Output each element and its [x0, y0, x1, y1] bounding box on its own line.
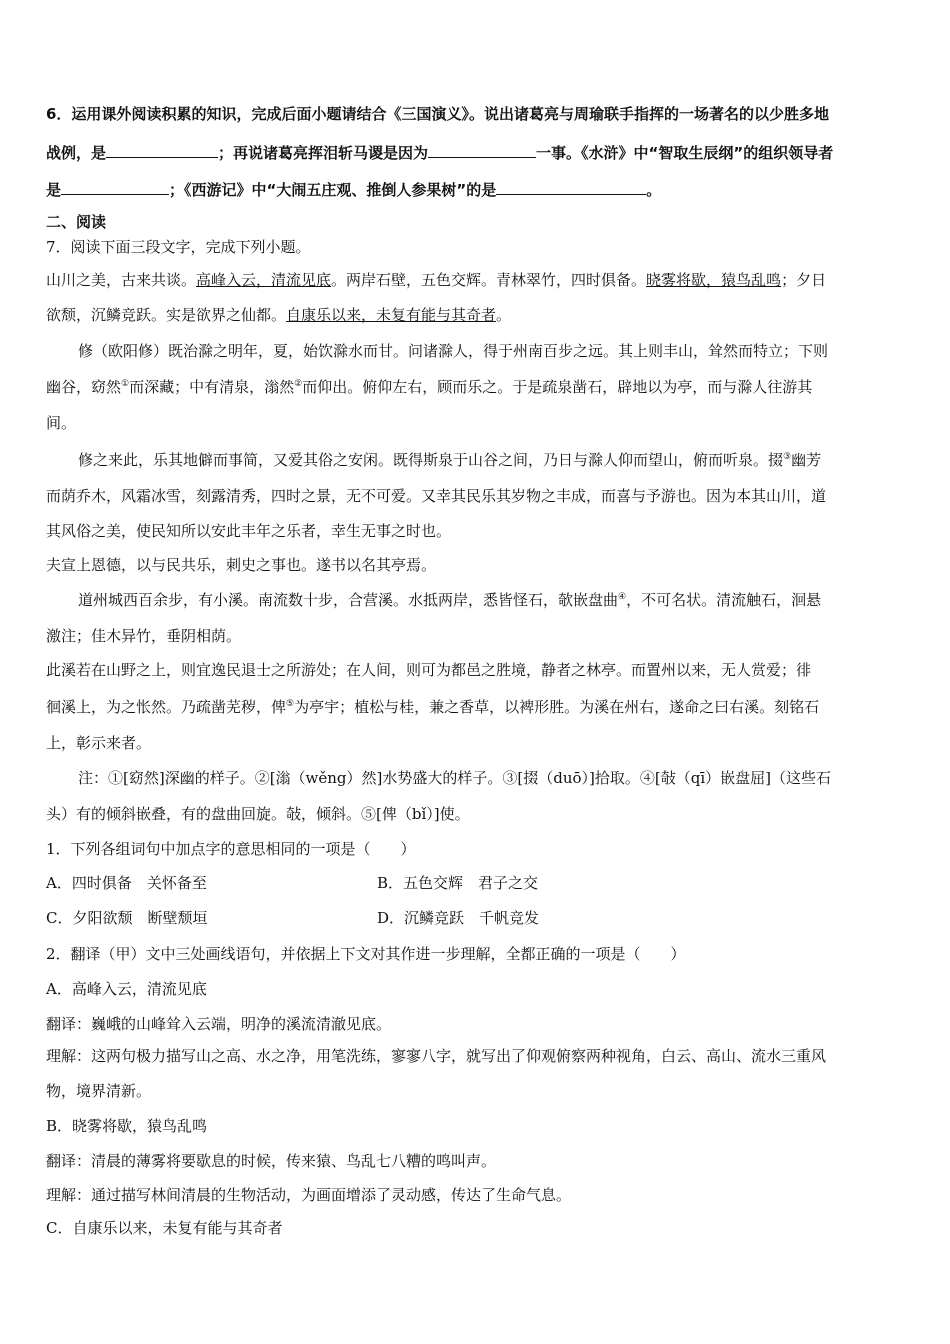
sub1-stem: 1．下列各组词句中加点字的意思相同的一项是（ ）	[46, 840, 416, 858]
sub1-option-d[interactable]: D．沉鳞竞跃 千帆竞发	[377, 909, 540, 927]
q6-blank-1[interactable]	[106, 141, 218, 158]
sub2-a-translation: 翻译：巍峨的山峰耸入云端，明净的溪流清澈见底。	[46, 1015, 392, 1033]
q6-blank-3[interactable]	[61, 178, 169, 195]
sub2-a-understanding-2: 物，境界清新。	[46, 1082, 152, 1100]
sub2-option-c[interactable]: C．自康乐以来，未复有能与其奇者	[46, 1219, 283, 1237]
sub1-option-b[interactable]: B．五色交辉 君子之交	[377, 874, 539, 892]
passage-bing-line-4: 徊溪上，为之怅然。乃疏凿芜秽，俾⑤为亭宇；植松与桂，兼之香草，以裨形胜。为溪在州右，遂命之曰右溪。刻铭石	[46, 698, 820, 716]
passage-bing-line-3: 此溪若在山野之上，则宜逸民退士之所游处；在人间，则可为都邑之胜境，静者之林亭。而置州以来，无人赏爱；徘	[46, 661, 812, 679]
passage-yi-p2-line-3: 其风俗之美，使民知所以安此丰年之乐者，幸生无事之时也。	[46, 522, 452, 540]
sub2-option-b[interactable]: B．晓雾将歇，猿鸟乱鸣	[46, 1117, 208, 1135]
passage-jia-line-1: 山川之美，古来共谈。高峰入云，清流见底。两岸石壁，五色交辉。青林翠竹，四时俱备。晓雾将歇，猿鸟乱鸣；夕日	[46, 271, 827, 289]
sub1-row-2	[46, 908, 908, 928]
q6-blank-2[interactable]	[428, 141, 536, 158]
passage-yi-p2-line-1: 修之来此，乐其地僻而事简，又爱其俗之安闲。既得斯泉于山谷之间，乃日与滁人仰而望山，俯而听泉。掇③幽芳	[78, 451, 822, 469]
sub1-row-1	[46, 873, 908, 893]
sub2-b-translation: 翻译：清晨的薄雾将要歇息的时候，传来猿、鸟乱七八糟的鸣叫声。	[46, 1152, 497, 1170]
q7-stem: 7．阅读下面三段文字，完成下列小题。	[46, 238, 311, 256]
notes-line-2: 头）有的倾斜嵌叠，有的盘曲回旋。敧，倾斜。⑤[俾（bǐ）]使。	[46, 805, 470, 823]
q6-blank-4[interactable]	[496, 178, 646, 195]
sub2-a-understanding-1: 理解：这两句极力描写山之高、水之净，用笔洗练，寥寥八字，就写出了仰观俯察两种视角，白云、高山、流水三重风	[46, 1047, 827, 1065]
sub1-option-a[interactable]: A．四时俱备 关怀备至	[46, 874, 207, 892]
passage-bing-line-2: 激注；佳木异竹，垂阴相荫。	[46, 627, 242, 645]
passage-bing-line-1: 道州城西百余步，有小溪。南流数十步，合营溪。水抵两岸，悉皆怪石，欹嵌盘曲④，不可名状。清流触石，洄悬	[78, 591, 822, 609]
sub2-option-a[interactable]: A．高峰入云，清流见底	[46, 980, 207, 998]
sub1-option-c[interactable]: C．夕阳欲颓 断壁颓垣	[46, 909, 208, 927]
underlined-sentence-3: 自康乐以来，未复有能与其奇者	[286, 306, 497, 324]
underlined-sentence-2: 晓雾将歇，猿鸟乱鸣	[646, 271, 782, 289]
passage-yi-p2-line-2: 而荫乔木，风霜冰雪，刻露清秀，四时之景，无不可爱。又幸其民乐其岁物之丰成，而喜与予游也。因为本其山川，道	[46, 487, 827, 505]
notes-line-1: 注：①[窈然]深幽的样子。②[滃（wěng）然]水势盛大的样子。③[掇（duō）]拾取。④[敧（qī）嵌盘屈]（这些石	[78, 769, 831, 787]
q6-line-3: 是 ；《西游记》中“大闹五庄观、推倒人参果树”的是 。	[46, 178, 908, 200]
passage-yi-p3: 夫宣上恩德，以与民共乐，刺史之事也。遂书以名其亭焉。	[46, 556, 437, 574]
passage-yi-p1-line-2: 幽谷，窈然①而深藏；中有清泉，滃然②而仰出。俯仰左右，顾而乐之。于是疏泉凿石，辟地以为亭，而与滁人往游其	[46, 378, 813, 396]
q6-line-2: 战例，是 ；再说诸葛亮挥泪斩马谡是因为 一事。《水浒》中“智取生辰纲”的组织领导者	[46, 141, 908, 163]
passage-yi-p1-line-1: 修（欧阳修）既治滁之明年，夏，始饮滁水而甘。问诸滁人，得于州南百步之远。其上则丰山，耸然而特立；下则	[78, 342, 829, 360]
underlined-sentence-1: 高峰入云，清流见底	[196, 271, 332, 289]
passage-yi-p1-line-3: 间。	[46, 414, 77, 432]
sub2-b-understanding: 理解：通过描写林间清晨的生物活动，为画面增添了灵动感，传达了生命气息。	[46, 1186, 572, 1204]
sub2-stem: 2．翻译（甲）文中三处画线语句，并依据上下文对其作进一步理解，全都正确的一项是（ ）	[46, 945, 686, 963]
q6-line-1: 6．运用课外阅读积累的知识，完成后面小题请结合《三国演义》。说出诸葛亮与周瑜联手指挥的一场著名的以少胜多地	[46, 105, 829, 123]
passage-jia-line-2: 欲颓，沉鳞竞跃。实是欲界之仙都。自康乐以来，未复有能与其奇者。	[46, 306, 512, 324]
passage-bing-line-5: 上，彰示来者。	[46, 734, 152, 752]
section-heading: 二、阅读	[46, 213, 107, 231]
